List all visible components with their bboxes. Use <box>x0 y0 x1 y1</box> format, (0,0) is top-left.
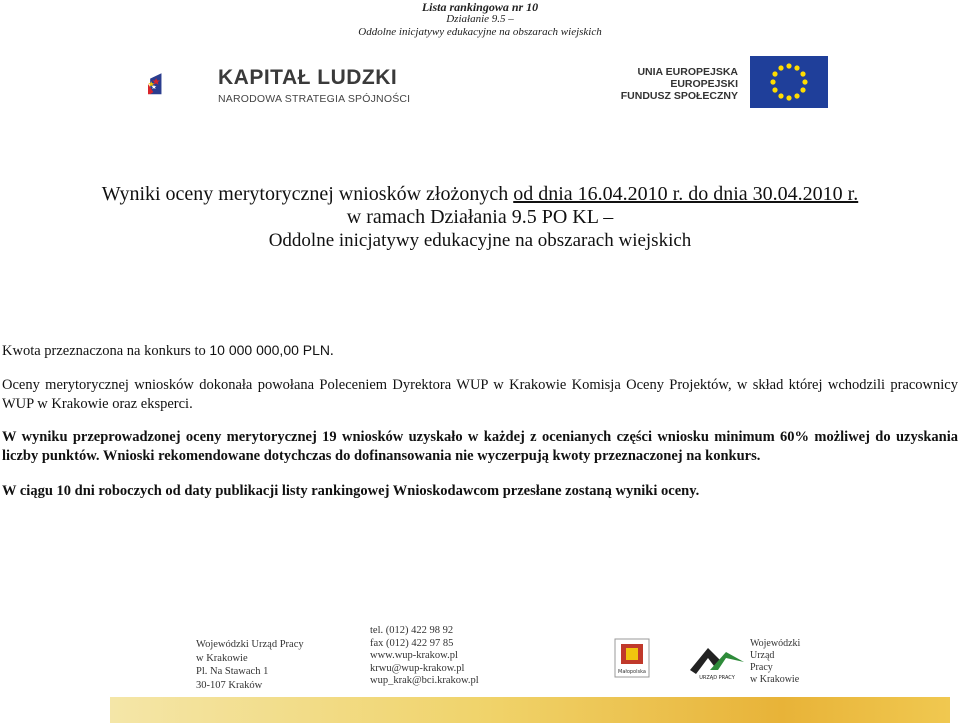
title-prefix: Wyniki oceny merytorycznej wniosków złożonych <box>101 183 514 205</box>
address-line: w Krakowie <box>196 652 248 664</box>
commission-paragraph: Oceny merytorycznej wniosków dokonała powołana Poleceniem Dyrektora WUP w Krakowie Komisja Oceny Projektów, w skład której wchodzili pracownicy WUP w Krakowie oraz eksperci. <box>2 377 958 412</box>
header-subtitle: Oddolne inicjatywy edukacyjne na obszarach wiejskich <box>358 26 602 38</box>
eu-line-3: FUNDUSZ SPOŁECZNY <box>620 90 738 102</box>
page-title-line-3: Oddolne inicjatywy edukacyjne na obszarach wiejskich <box>268 230 692 251</box>
title-date-range: od dnia 16.04.2010 r. do dnia 30.04.2010 r. <box>513 183 859 205</box>
mlp-logo-text: Małopolska <box>618 669 646 675</box>
wup-name-line: Pracy <box>750 662 773 673</box>
eu-flag-icon <box>750 56 828 108</box>
footer-address <box>196 638 304 692</box>
notice-paragraph: W ciągu 10 dni roboczych od daty publikacji listy rankingowej Wnioskodawcom przesłane zostaną wyniki oceny. <box>2 483 700 499</box>
contact-fax: fax (012) 422 97 85 <box>370 637 454 649</box>
wup-logo-icon <box>688 640 746 680</box>
eu-line-1: UNIA EUROPEJSKA <box>637 66 738 78</box>
wup-logo-text: URZĄD PRACY <box>699 675 735 680</box>
header-list-title: Lista rankingowa nr 10 <box>421 0 539 14</box>
amount-value: 10 000 000,00 PLN <box>209 342 331 358</box>
amount-suffix: . <box>330 343 334 359</box>
wup-name-line: w Krakowie <box>750 674 800 685</box>
contact-email-2: wup_krak@bci.krakow.pl <box>370 675 479 686</box>
malopolska-logo-icon <box>614 638 650 678</box>
result-paragraph: W wyniku przeprowadzonej oceny merytorycznej 19 wniosków uzyskało w każdej z ocenianych części wniosku minimum 60% możliwej do uzyskania liczby punktów. Wnioski rekomendowane dotychczas do dofinansowania nie wyczerpują kwoty przeznaczonej na konkurs. <box>2 429 958 464</box>
address-line: 30-107 Kraków <box>196 679 263 691</box>
address-line: Pl. Na Stawach 1 <box>196 666 269 677</box>
contact-website: www.wup-krakow.pl <box>370 650 458 661</box>
eu-line-2: EUROPEJSKI <box>670 78 738 90</box>
footer-color-bar <box>110 697 950 723</box>
kapital-ludzki-title: KAPITAŁ LUDZKI <box>218 66 398 89</box>
address-line: Wojewódzki Urząd Pracy <box>196 639 304 650</box>
footer-contact <box>370 625 479 688</box>
wup-name-line: Wojewódzki <box>750 638 801 649</box>
page-title-line-2: w ramach Działania 9.5 PO KL – <box>346 206 614 228</box>
kapital-ludzki-subtitle: NARODOWA STRATEGIA SPÓJNOŚCI <box>218 93 411 105</box>
header-action: Działanie 9.5 – <box>446 13 514 25</box>
wup-name-line: Urząd <box>750 650 775 661</box>
contact-email: krwu@wup-krakow.pl <box>370 662 465 674</box>
amount-prefix: Kwota przeznaczona na konkurs to <box>2 343 210 359</box>
page-title-line-1 <box>0 183 960 206</box>
footer-wup-name <box>750 638 800 686</box>
kapital-ludzki-logo <box>148 44 218 124</box>
amount-paragraph <box>2 341 958 361</box>
contact-phone: tel. (012) 422 98 92 <box>370 625 454 636</box>
eu-logo-text <box>616 66 738 102</box>
